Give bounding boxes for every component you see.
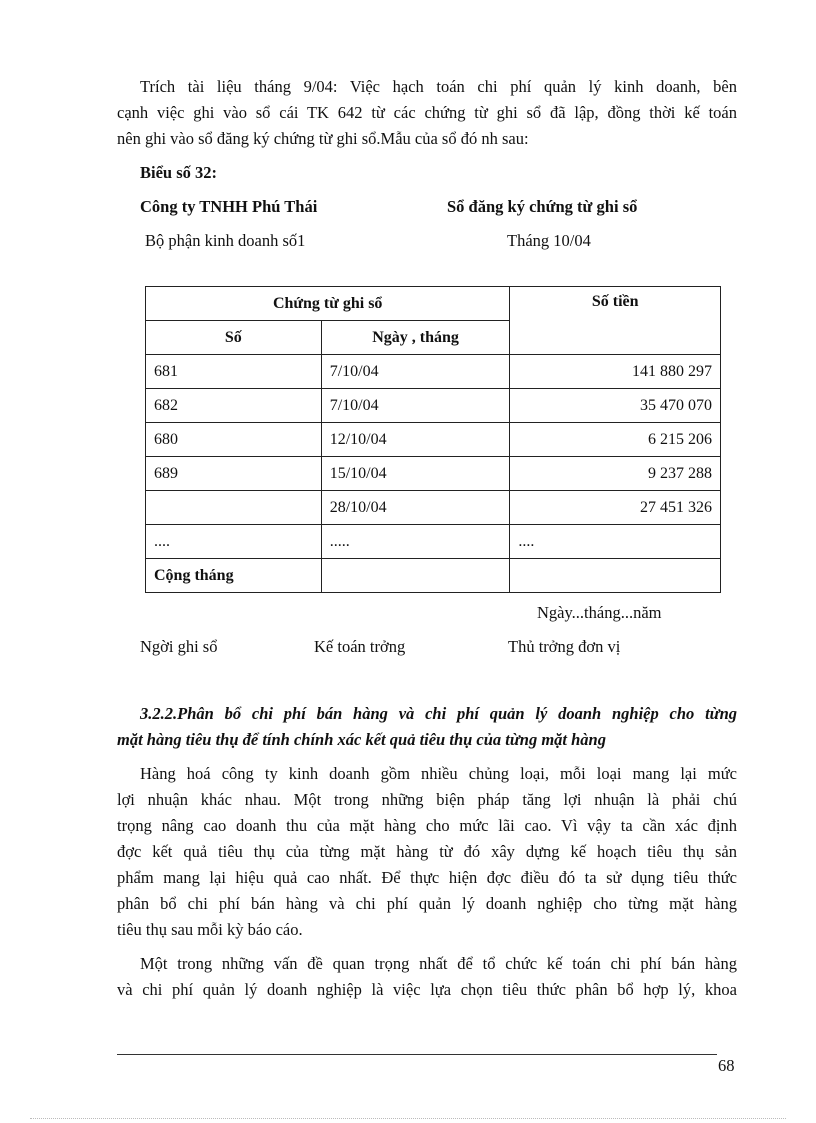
group-header: Chứng từ ghi sổ	[146, 287, 510, 321]
table-header-row	[146, 287, 721, 321]
signature-director: Thủ trởng đơn vị	[508, 637, 621, 656]
cell-amount: 6 215 206	[510, 423, 721, 457]
table-row	[146, 491, 721, 525]
table-row	[146, 457, 721, 491]
cell-date: 15/10/04	[321, 457, 510, 491]
paragraph1-line-3: trọng nâng cao doanh thu của mặt hàng cho mức lãi cao. Vì vậy ta cần xác định	[117, 816, 737, 835]
table-row	[146, 355, 721, 389]
paragraph1-line-7: tiêu thụ sau mỗi kỳ báo cáo.	[117, 920, 303, 939]
cell-so: 681	[146, 355, 322, 389]
cell-date: 7/10/04	[321, 389, 510, 423]
paragraph1-line-4: đợc kết quả tiêu thụ của từng mặt hàng từ đó xây dựng kế hoạch tiêu thụ sản	[117, 842, 737, 861]
total-row	[146, 559, 721, 593]
intro-line-1: Trích tài liệu tháng 9/04: Việc hạch toán chi phí quản lý kinh doanh, bên	[140, 77, 737, 96]
form-label: Biểu số 32:	[140, 163, 218, 182]
cell-so: 682	[146, 389, 322, 423]
ledger-title: Sổ đăng ký chứng từ ghi sổ	[447, 197, 638, 216]
table-row	[146, 423, 721, 457]
paragraph2-line-2: và chi phí quản lý doanh nghiệp là việc lựa chọn tiêu thức phân bổ hợp lý, khoa	[117, 980, 737, 999]
date-header: Ngày , tháng	[321, 321, 510, 355]
intro-line-3: nên ghi vào sổ đăng ký chứng từ ghi sổ.Mẫu của sổ đó nh sau:	[117, 129, 529, 148]
cell-amount: 9 237 288	[510, 457, 721, 491]
paragraph2-line-1: Một trong những vấn đề quan trọng nhất để tổ chức kế toán chi phí bán hàng	[140, 954, 737, 973]
month: Tháng 10/04	[507, 231, 591, 250]
cell-amount: 27 451 326	[510, 491, 721, 525]
cell-date: 7/10/04	[321, 355, 510, 389]
cell-date: 28/10/04	[321, 491, 510, 525]
paragraph1-line-5: phẩm mang lại hiệu quả cao nhất. Để thực hiện đợc điều đó ta sử dụng tiêu thức	[117, 868, 737, 887]
total-amount-cell	[510, 559, 721, 593]
cell-amount: 35 470 070	[510, 389, 721, 423]
signature-recorder: Ngời ghi sổ	[140, 637, 218, 656]
table-row	[146, 525, 721, 559]
cell-so: 680	[146, 423, 322, 457]
cell-so	[146, 491, 322, 525]
section-heading-line-2: mặt hàng tiêu thụ để tính chính xác kết quả tiêu thụ của từng mặt hàng	[117, 730, 606, 749]
section-heading-line-1: 3.2.2.Phân bổ chi phí bán hàng và chi phí quản lý doanh nghiệp cho từng	[140, 704, 737, 723]
cell-date: .....	[321, 525, 510, 559]
table-row	[146, 389, 721, 423]
footer-divider	[117, 1054, 717, 1055]
signature-chief-accountant: Kế toán trởng	[314, 637, 406, 656]
paragraph1-line-2: lợi nhuận khác nhau. Một trong những biện pháp tăng lợi nhuận là phải chú	[117, 790, 737, 809]
cell-amount: ....	[510, 525, 721, 559]
paragraph1-line-6: phân bổ chi phí bán hàng và chi phí quản lý doanh nghiệp cho từng mặt hàng	[117, 894, 737, 913]
amount-header: Số tiền	[510, 287, 721, 355]
paragraph1-line-1: Hàng hoá công ty kinh doanh gồm nhiều chủng loại, mỗi loại mang lại mức	[140, 764, 737, 783]
page-edge-dots	[30, 1118, 786, 1119]
department: Bộ phận kinh doanh số1	[145, 231, 306, 250]
total-label: Cộng tháng	[146, 559, 322, 593]
page-number: 68	[718, 1056, 735, 1075]
cell-so: ....	[146, 525, 322, 559]
so-header: Số	[146, 321, 322, 355]
intro-line-2: cạnh việc ghi vào sổ cái TK 642 từ các chứng từ ghi sổ đã lập, đồng thời kế toán	[117, 103, 737, 122]
cell-date: 12/10/04	[321, 423, 510, 457]
date-line: Ngày...tháng...năm	[537, 603, 662, 622]
cell-so: 689	[146, 457, 322, 491]
total-date-cell	[321, 559, 510, 593]
cell-amount: 141 880 297	[510, 355, 721, 389]
company-name: Công ty TNHH Phú Thái	[140, 197, 318, 216]
ledger-table	[145, 286, 721, 593]
